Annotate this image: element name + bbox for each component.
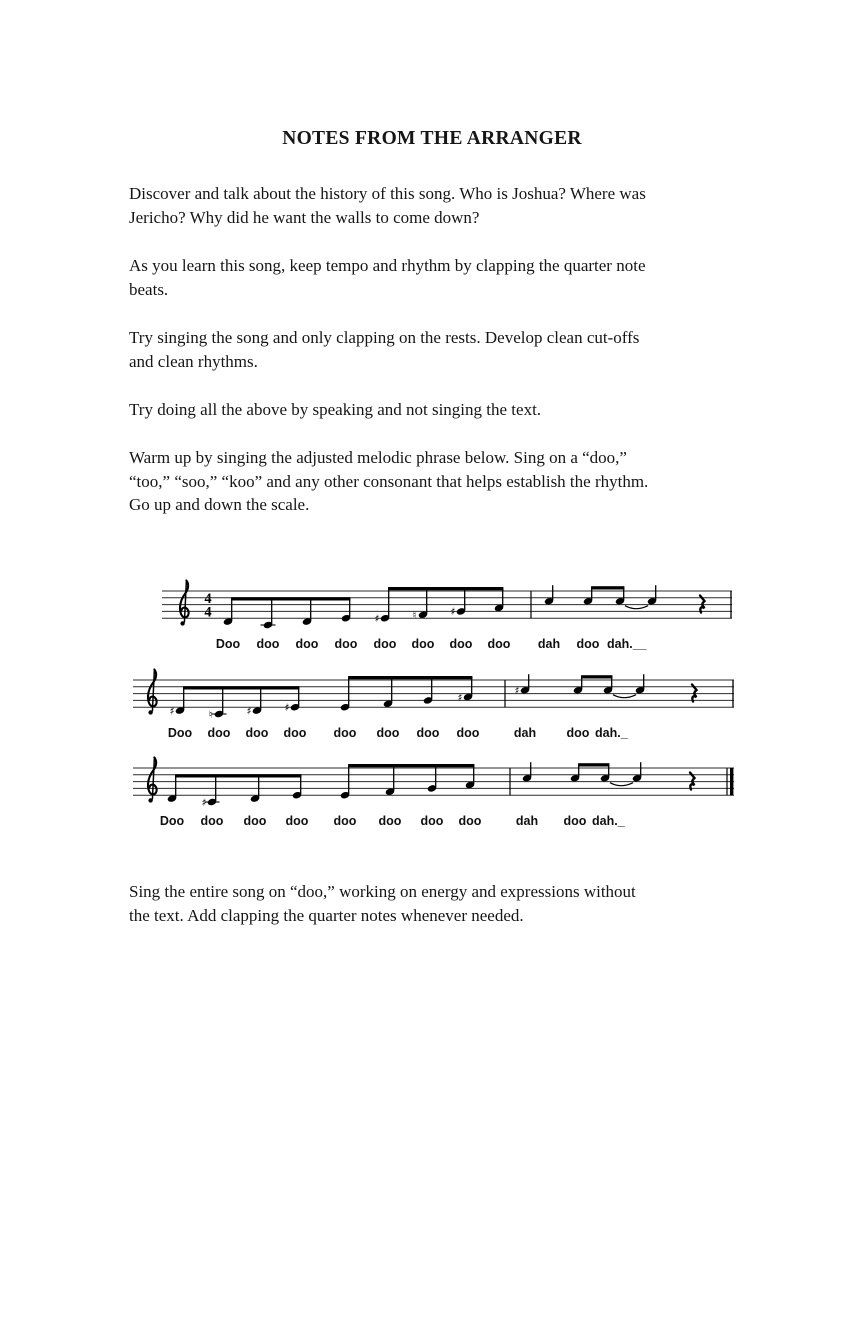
notehead: [632, 774, 642, 783]
notehead: [520, 686, 530, 695]
notehead: [263, 621, 273, 630]
notehead: [252, 706, 262, 715]
paragraph: [129, 182, 749, 229]
closing-paragraph: [129, 880, 749, 927]
lyrics-row: [216, 637, 648, 651]
notehead: [418, 610, 428, 619]
notehead: [341, 614, 351, 623]
paragraph: [129, 326, 749, 373]
paragraph-line: the text. Add clapping the quarter notes whenever needed.: [129, 905, 524, 925]
notehead: [463, 693, 473, 702]
quarter-rest-icon: [690, 773, 695, 790]
tie: [625, 606, 648, 609]
paragraph-line: beats.: [129, 279, 169, 299]
lyric-syllable: doo: [283, 726, 307, 740]
paragraph-line: Warm up by singing the adjusted melodic phrase below. Sing on a “doo,”: [129, 448, 627, 467]
treble-clef-icon: [180, 581, 189, 626]
sharp-icon: ♯: [284, 702, 290, 714]
lyric-syllable: doo: [420, 814, 444, 828]
lyric-syllable: doo: [207, 726, 231, 740]
notehead: [175, 706, 185, 715]
lyric-syllable: dah: [515, 814, 539, 828]
notes: [223, 585, 705, 629]
sharp-icon: ♯: [450, 606, 456, 619]
lyric-syllable: doo: [416, 726, 440, 740]
sharp-icon: ♯: [201, 796, 207, 809]
beam: [175, 774, 301, 777]
treble-clef-icon: [148, 758, 157, 803]
notehead: [583, 597, 593, 606]
lyric-syllable: dah: [513, 726, 537, 740]
lyric-syllable: dah: [537, 637, 561, 651]
lyric-syllable: doo: [256, 637, 280, 651]
page-title: NOTES FROM THE ARRANGER: [282, 128, 582, 149]
lyric-syllable: doo: [295, 637, 319, 651]
lyric-syllable: doo: [333, 814, 357, 828]
notehead: [544, 597, 554, 606]
sharp-icon: ♯: [514, 685, 520, 697]
sharp-icon: ♯: [169, 705, 175, 718]
treble-clef-icon: [148, 670, 157, 715]
beam: [591, 586, 624, 589]
time-signature: [204, 591, 211, 621]
staff-lines: [133, 768, 734, 795]
notehead: [615, 597, 625, 606]
paragraph-line: Sing the entire song on “doo,” working on energy and expressions without: [129, 882, 636, 901]
natural-icon: ♮: [208, 708, 213, 721]
svg-text:4: 4: [204, 604, 212, 621]
lyrics-row: [160, 814, 626, 828]
notehead: [573, 686, 583, 695]
lyric-syllable: doo: [411, 637, 435, 651]
staff-system: [162, 581, 732, 652]
lyrics-row: [168, 726, 629, 740]
tie: [610, 783, 633, 786]
notehead: [290, 703, 300, 712]
staff-system: [133, 758, 734, 829]
beam: [231, 597, 350, 600]
paragraph-line: “too,” “soo,” “koo” and any other consonant that helps establish the rhythm.: [129, 471, 649, 491]
notehead: [600, 774, 610, 783]
notehead: [383, 699, 393, 708]
natural-icon: ♮: [412, 609, 417, 622]
lyric-syllable: dah._: [595, 726, 628, 740]
beam: [183, 686, 299, 689]
lyric-syllable: doo: [378, 814, 402, 828]
lyric-syllable: doo: [334, 637, 358, 651]
notehead: [456, 607, 466, 616]
notes: [167, 762, 695, 809]
beam: [578, 763, 609, 766]
lyric-syllable: doo: [333, 726, 357, 740]
sharp-icon: ♯: [246, 705, 252, 718]
notehead: [522, 774, 532, 783]
notehead: [207, 798, 217, 807]
lyric-syllable: doo: [576, 637, 600, 651]
beam: [581, 675, 612, 678]
notehead: [570, 774, 580, 783]
lyric-syllable: dah.__: [607, 637, 647, 651]
lyric-syllable: doo: [456, 726, 480, 740]
notehead: [647, 597, 657, 606]
staff-lines: [133, 680, 734, 707]
paragraph-line: Go up and down the scale.: [129, 495, 310, 514]
music-staff-system-1: [0, 572, 864, 677]
notehead: [167, 794, 177, 803]
paragraph: [129, 398, 749, 422]
paragraph-line: Try singing the song and only clapping on the rests. Develop clean cut-offs: [129, 328, 640, 347]
paragraph: [129, 446, 749, 517]
notehead: [465, 781, 475, 790]
paragraph: [129, 254, 749, 301]
lyric-syllable: dah._: [592, 814, 625, 828]
sharp-icon: ♯: [457, 691, 463, 704]
notehead: [427, 784, 437, 793]
lyric-syllable: doo: [245, 726, 269, 740]
lyric-syllable: doo: [376, 726, 400, 740]
final-barline-thick: [730, 768, 733, 795]
paragraph-line: Try doing all the above by speaking and not singing the text.: [129, 400, 542, 419]
notehead: [302, 617, 312, 626]
notehead: [340, 791, 350, 800]
lyric-syllable: doo: [563, 814, 587, 828]
paragraph-line: Jericho? Why did he want the walls to come down?: [129, 207, 480, 227]
lyric-syllable: doo: [243, 814, 267, 828]
lyric-syllable: Doo: [167, 726, 193, 740]
paragraph-line: and clean rhythms.: [129, 351, 258, 371]
notehead: [385, 787, 395, 796]
lyric-syllable: Doo: [159, 814, 185, 828]
tie: [613, 695, 636, 698]
beam: [388, 587, 503, 590]
notehead: [214, 710, 224, 719]
lyric-syllable: doo: [458, 814, 482, 828]
sharp-icon: ♯: [374, 613, 380, 625]
lyric-syllable: doo: [285, 814, 309, 828]
notehead: [494, 604, 504, 613]
lyric-syllable: doo: [200, 814, 224, 828]
music-staff-system-2: [0, 661, 864, 766]
lyric-syllable: doo: [566, 726, 590, 740]
notes: [170, 674, 697, 721]
staff-system: [133, 670, 734, 741]
beam: [348, 764, 474, 767]
notehead: [223, 617, 233, 626]
quarter-rest-icon: [700, 596, 705, 613]
notehead: [423, 696, 433, 705]
notehead: [603, 686, 613, 695]
music-staff-system-3: [0, 749, 864, 854]
paragraph-line: As you learn this song, keep tempo and rhythm by clapping the quarter note: [129, 256, 646, 275]
lyric-syllable: Doo: [215, 637, 241, 651]
lyric-syllable: doo: [373, 637, 397, 651]
staff-lines: [162, 591, 732, 618]
svg-text:4: 4: [204, 591, 212, 608]
notehead: [340, 703, 350, 712]
lyric-syllable: doo: [449, 637, 473, 651]
notehead: [292, 791, 302, 800]
paragraph-line: Discover and talk about the history of this song. Who is Joshua? Where was: [129, 184, 646, 203]
notehead: [250, 794, 260, 803]
quarter-rest-icon: [692, 685, 697, 702]
beam: [348, 676, 472, 679]
lyric-syllable: doo: [487, 637, 511, 651]
notehead: [635, 686, 645, 695]
notehead: [380, 614, 390, 623]
